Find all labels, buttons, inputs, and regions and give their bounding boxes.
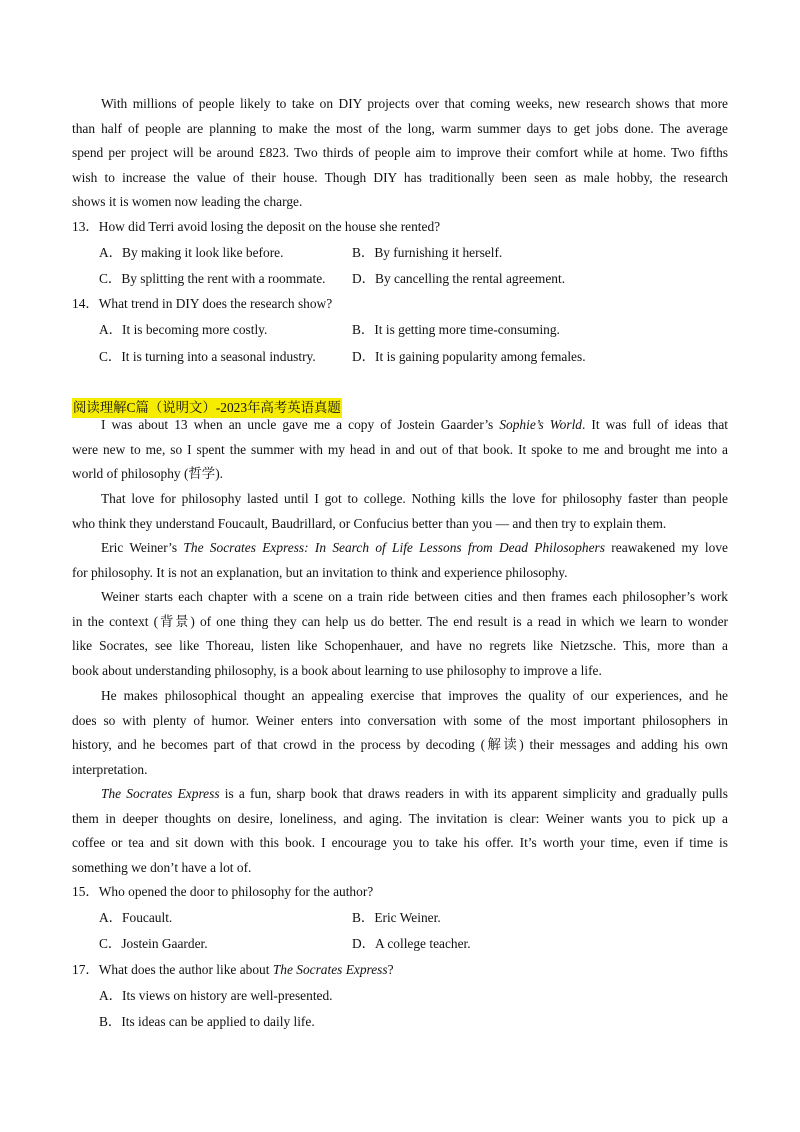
text-line: for philosophy. It is not an explanation, but an invitation to think and experience philosophy. [72,564,568,580]
question-13-option-c: C．By splitting the rent with a roommate. [99,271,326,286]
book-title: Sophie’s World [499,417,582,432]
text-line: shows it is women now leading the charge. [72,194,303,210]
text-run: reawakened my love [604,540,728,555]
question-13-option-b: B．By furnishing it herself. [352,245,503,260]
text-line: them in deeper thoughts on desire, loneliness, and aging. The invitation is clear: Weiner wants you to pick up a [72,810,728,826]
question-14-stem: 14．What trend in DIY does the research show? [72,296,333,311]
question-14-option-a: A．It is becoming more costly. [99,322,268,337]
question-14-option-c: C．It is turning into a seasonal industry. [99,349,316,364]
text-line: who think they understand Foucault, Baudrillard, or Confucius better than you — and then try to explain them. [72,515,667,531]
question-15-option-b: B．Eric Weiner. [352,910,441,925]
text-line: something we don’t have a lot of. [72,859,252,875]
text-line: With millions of people likely to take on DIY projects over that coming weeks, new research shows that more [101,96,728,111]
text-line: history, and he becomes part of that crowd in the process by decoding (解读) their messages and adding his own [72,737,728,753]
question-14-option-b: B．It is getting more time-consuming. [352,322,560,337]
text-line: He makes philosophical thought an appealing exercise that improves the quality of our experiences, and he [101,688,728,703]
question-14-option-d: D．It is gaining popularity among females. [352,349,586,364]
question-15-option-c: C．Jostein Gaarder. [99,936,208,951]
question-17-option-b: B．Its ideas can be applied to daily life. [99,1014,315,1029]
text-line: book about understanding philosophy, is a book about learning to use philosophy to improve a life. [72,662,602,678]
text-run: . It was full of ideas that [582,417,729,432]
passage-c-paragraph-3 [72,536,728,585]
text-line: were new to me, so I spent the summer with my head in and out of that book. It spoke to me and brought me into a [72,441,728,457]
passage-b-paragraph [72,92,728,215]
book-title: The Socrates Express [101,786,220,801]
question-15-option-a: A．Foucault. [99,910,173,925]
text-line: than half of people are planning to make the most of the long, warm summer days to get jobs done. The average [72,120,728,136]
text-line: That love for philosophy lasted until I got to college. Nothing kills the love for philosophy faster than people [101,491,728,506]
text-run: is a fun, sharp book that draws readers in with its apparent simplicity and gradually pulls [219,786,728,801]
question-13-option-a: A．By making it look like before. [99,245,284,260]
text-run: Eric Weiner’s [101,540,184,555]
text-line: wish to increase the value of their house. Though DIY has traditionally been seen as male hobby, the research [72,169,728,185]
text-line: world of philosophy (哲学). [72,466,224,482]
text-line [72,782,728,807]
question-13-option-d: D．By cancelling the rental agreement. [352,271,566,286]
question-15-stem: 15．Who opened the door to philosophy for the author? [72,884,374,899]
text-line: interpretation. [72,761,148,777]
book-title: The Socrates Express: In Search of Life Lessons from Dead Philosophers [183,540,605,555]
text-line [72,536,728,561]
text-line: coffee or tea and sit down with this book. I encourage you to take his offer. It’s worth your time, even if time is [72,835,728,851]
text-line: in the context (背景) of one thing they can help us do better. The end result is a read in which we learn to wonder [72,613,728,629]
text-run: I was about 13 when an uncle gave me a copy of Jostein Gaarder’s [101,417,500,432]
passage-c-paragraph-6 [72,782,728,880]
question-15-option-d: D．A college teacher. [352,936,471,951]
text-run: 17．What does the author like about [72,962,273,977]
text-line [72,413,728,438]
text-run: ? [387,962,394,977]
passage-c-paragraph-1 [72,413,728,487]
text-line: like Socrates, see like Thoreau, listen like Schopenhauer, and have no regrets like Nietzsche. This, more than a [72,638,728,654]
book-title: The Socrates Express [272,962,388,977]
question-13-stem: 13．How did Terri avoid losing the deposit on the house she rented? [72,219,441,234]
question-17-stem [72,960,394,980]
passage-c-paragraph-5 [72,684,728,782]
section-heading: 阅读理解C篇（说明文）-2023年高考英语真题 [72,398,342,418]
question-17-option-a: A．Its views on history are well-presented. [99,988,333,1003]
passage-c-paragraph-4 [72,585,728,683]
passage-c-paragraph-2 [72,487,728,536]
text-line: does so with plenty of humor. Weiner enters into conversation with some of the most important philosophers in [72,712,728,728]
text-line: Weiner starts each chapter with a scene on a train ride between cities and then frames each philosopher’s work [101,589,728,604]
text-line: spend per project will be around £823. Two thirds of people aim to improve their comfort while at home. Two fifths [72,145,728,161]
